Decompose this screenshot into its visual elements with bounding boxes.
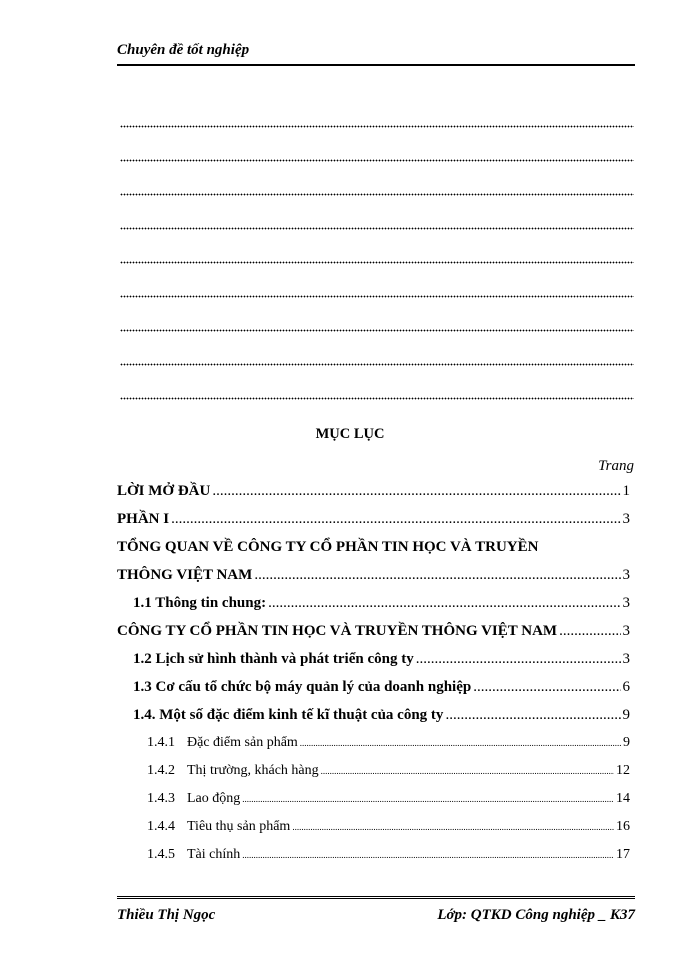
toc-entry-label: 1.3 Cơ cấu tổ chức bộ máy quản lý của doanh nghiệp (133, 679, 472, 695)
toc-entry-page: 3 (622, 567, 630, 583)
toc-entry-page: 16 (616, 819, 630, 834)
toc-entry-label: CÔNG TY CỔ PHẦN TIN HỌC VÀ TRUYỀN THÔNG VIỆT NAM (117, 623, 558, 639)
toc-entry-number: 1.4.4 (147, 819, 175, 834)
toc-entry-number: 1.4.2 (147, 763, 175, 778)
dotted-line (120, 159, 634, 163)
dotted-line (120, 261, 634, 265)
toc-entry-page: 3 (622, 623, 630, 639)
header-title: Chuyên đề tốt nghiệp (117, 42, 250, 58)
toc-entry-label: THÔNG VIỆT NAM (117, 567, 253, 583)
toc-entry-label: LỜI MỞ ĐẦU (117, 483, 211, 499)
toc-entry-page: 17 (616, 847, 630, 862)
toc-entry[interactable] (147, 791, 630, 807)
page-column-label: Trang (598, 458, 634, 474)
toc-entry-label: 1.2 Lịch sử hình thành và phát triển công ty (133, 651, 414, 667)
page-header (117, 40, 635, 66)
toc-entry-label: Tài chính (187, 847, 241, 862)
toc-entry[interactable] (147, 763, 630, 779)
toc-entry-label: Lao động (187, 791, 241, 806)
toc-entry-page: 6 (622, 679, 630, 695)
toc-entry-label: 1.1 Thông tin chung: (133, 595, 267, 611)
dotted-line (120, 227, 634, 231)
dotted-line (120, 295, 634, 299)
footer-class: Lớp: QTKD Công nghiệp _ K37 (437, 907, 635, 923)
toc-entry-page: 12 (616, 763, 630, 778)
toc-entry[interactable] (147, 735, 630, 751)
toc-entry-number: 1.4.3 (147, 791, 175, 806)
toc-entry-page: 3 (622, 511, 630, 527)
toc-entry[interactable] (117, 511, 630, 528)
dotted-line (120, 397, 634, 401)
toc-entry[interactable] (117, 567, 630, 584)
toc-entry-number: 1.4.1 (147, 735, 175, 750)
toc-entry-page: 3 (622, 651, 630, 667)
toc-entry[interactable] (117, 483, 630, 500)
toc-entry[interactable] (147, 847, 630, 863)
toc-entry[interactable] (133, 679, 630, 696)
toc-entry-label: Đặc điểm sản phẩm (187, 735, 298, 750)
toc-entry[interactable] (133, 651, 630, 668)
toc-entry-label: Thị trường, khách hàng (187, 763, 319, 778)
toc-entry[interactable] (147, 819, 630, 835)
footer-author: Thiều Thị Ngọc (117, 907, 216, 923)
toc-entry-label: 1.4. Một số đặc điểm kinh tế kĩ thuật của công ty (133, 707, 444, 723)
toc-entry-label-line1: TỔNG QUAN VỀ CÔNG TY CỔ PHẦN TIN HỌC VÀ TRUYỀN (117, 539, 539, 555)
toc-entry-label: PHẦN I (117, 511, 170, 527)
toc-entry-page: 3 (622, 595, 630, 611)
dotted-line (120, 363, 634, 367)
toc-entry-page: 1 (622, 483, 630, 499)
toc-entry-page: 9 (622, 707, 630, 723)
toc-entry[interactable] (133, 595, 630, 612)
toc-entry[interactable] (133, 707, 630, 724)
toc-entry-label: Tiêu thụ sản phẩm (187, 819, 291, 834)
toc-title: MỤC LỤC (315, 426, 385, 442)
dotted-line (120, 329, 634, 333)
dotted-line (120, 125, 634, 129)
dotted-line (120, 193, 634, 197)
toc-entry-page: 9 (623, 735, 630, 750)
toc-entry-number: 1.4.5 (147, 847, 175, 862)
toc-entry-page: 14 (616, 791, 630, 806)
toc-entry[interactable] (117, 623, 630, 640)
page-footer (117, 896, 635, 923)
